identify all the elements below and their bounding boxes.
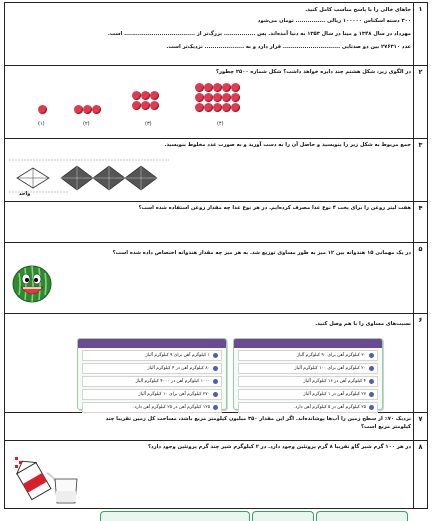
question-text: جمع مربوط به شکل زیر را بنویسید و حاصل آن را به دست آورید و به صورت عدد مخلوط بنویسید.	[164, 142, 411, 148]
bullet-icon	[213, 353, 218, 358]
bullet-icon	[369, 392, 374, 397]
match-item[interactable]: ۲۷ کیلوگرم آهن در ۱ کیلوگرم آلیاژ	[238, 389, 378, 400]
bullet-icon	[213, 405, 218, 410]
question-7	[5, 413, 427, 441]
question-text: هفت لیتر روغن را برای پخت ۴ نوع غذا مصرف کرده‌ایم. در هر نوع غذا چه مقدار روغن استفاده شده است؟	[138, 205, 411, 211]
pattern-label: (۳)	[145, 121, 152, 127]
question-4	[5, 202, 427, 243]
question-number: ۳	[413, 139, 427, 201]
match-item[interactable]: ۱۲۵ کیلوگرم آهن در ۲۵ کیلوگرم آهن دارد.	[82, 402, 222, 413]
bottom-tab[interactable]	[252, 511, 314, 521]
watermelon-illustration	[11, 263, 53, 305]
circle-pattern	[5, 86, 411, 136]
question-number: ۵	[413, 243, 427, 313]
question-number: ۲	[413, 66, 427, 138]
question-number: ۶	[413, 314, 427, 412]
bullet-icon	[213, 392, 218, 397]
match-item[interactable]: ۴ کیلوگرم آهن در ۱۶ کیلوگرم آلیاژ	[238, 376, 378, 387]
question-title: جاهای خالی را با پاسخ مناسب کامل کنید.	[305, 7, 411, 13]
bullet-icon	[213, 379, 218, 384]
question-8	[5, 441, 427, 508]
question-line: عدد ۲۷۶۳۱۰ بین دو صدتایی ............................. قرار دارد و به .................... نزدیک‌تر است.	[166, 44, 411, 50]
bullet-icon	[369, 379, 374, 384]
bullet-icon	[369, 366, 374, 371]
bullet-icon	[369, 405, 374, 410]
question-number: ۸	[413, 441, 427, 508]
bullet-icon	[369, 353, 374, 358]
question-number: ۴	[413, 202, 427, 242]
worksheet	[4, 2, 428, 509]
question-number: ۷	[413, 413, 427, 440]
question-1	[5, 3, 427, 66]
question-line: مهرداد در سال ۱۳۴۸ و مینا در سال ۱۳۵۳ به دنیا آمده‌اند. پس ................ بزرگ‌تر از .................................... است.	[107, 31, 411, 37]
match-item[interactable]: ۸۰ کیلوگرم آهن در ۴ کیلوگرم آلیاژ	[82, 363, 222, 374]
match-item[interactable]: ۲۷۰ کیلوگرم آهن برای ۱۰ کیلوگرم آلیاژ	[82, 389, 222, 400]
pattern-figure-2	[74, 99, 106, 118]
pattern-label: (۱)	[38, 121, 45, 127]
question-number: ۱	[413, 3, 427, 65]
matching-column-right	[233, 338, 383, 410]
pattern-figure-3	[132, 90, 174, 110]
question-line: نزدیک ۷۰٪ از سطح زمین را آب‌ها پوشانده‌اند. اگر این مقدار ۳۵۰ میلیون کیلومتر مربع باشد، مساحت کل زمین تقریبا چند	[105, 416, 411, 422]
pattern-label: (۴)	[217, 121, 224, 127]
matching-column-left	[77, 338, 227, 410]
question-3	[5, 139, 427, 202]
match-item[interactable]: ۲۰ کیلوگرم آهن برای ۱۰۰ کیلوگرم آلیاژ	[238, 363, 378, 374]
pattern-label: (۲)	[83, 121, 90, 127]
bullet-icon	[213, 366, 218, 371]
question-text: نسبت‌های مساوی را با هم وصل کنید.	[315, 321, 411, 327]
unit-label: واحد	[19, 191, 31, 197]
question-line: ۳۰۰ دسته اسکناس ۱۰۰۰۰۰ ریالی ............... تومان می‌شود	[257, 18, 411, 24]
fraction-shapes-figure	[9, 154, 169, 200]
match-item[interactable]: ۱۰۰۰ کیلوگرم آهن در ۴۰۰۰ کیلوگرم آلیاژ	[82, 376, 222, 387]
milk-pour-illustration	[13, 455, 93, 505]
question-5	[5, 243, 427, 314]
question-2	[5, 66, 427, 139]
pattern-figure-4	[195, 82, 253, 112]
question-6	[5, 314, 427, 413]
question-text: در یک مهمانی ۱۵ هندوانه بین ۱۲ میز به طور مساوی توزیع شد. به هر میز چه مقدار هندوانه اختصاص داده شده است؟	[112, 250, 411, 256]
question-line: کیلومتر مربع است؟	[361, 424, 411, 430]
match-item[interactable]: ۳۰ کیلوگرم آهن برای ۹۰ کیلوگرم آلیاژ	[238, 350, 378, 361]
pattern-figure-1	[38, 99, 47, 118]
match-item[interactable]: ۱ کیلوگرم آهن برای ۹ کیلوگرم آلیاژ	[82, 350, 222, 361]
question-text: در الگوی زیر، شکل هشتم چند دایره خواهد داشت؟ شکل شماره ۲۵۰۰ چطور؟	[216, 69, 411, 75]
bottom-tab[interactable]	[100, 511, 250, 521]
bottom-tab[interactable]	[316, 511, 408, 521]
question-text: در هر ۱۰۰ گرم شیر گاو تقریبا ۸ گرم پروتئین وجود دارد. در ۲ کیلوگرم شیر چند گرم پروتئین وجود دارد؟	[147, 444, 411, 450]
match-item[interactable]: ۲۵ کیلوگرم آهن در ۵ کیلوگرم آهن دارد.	[238, 402, 378, 413]
